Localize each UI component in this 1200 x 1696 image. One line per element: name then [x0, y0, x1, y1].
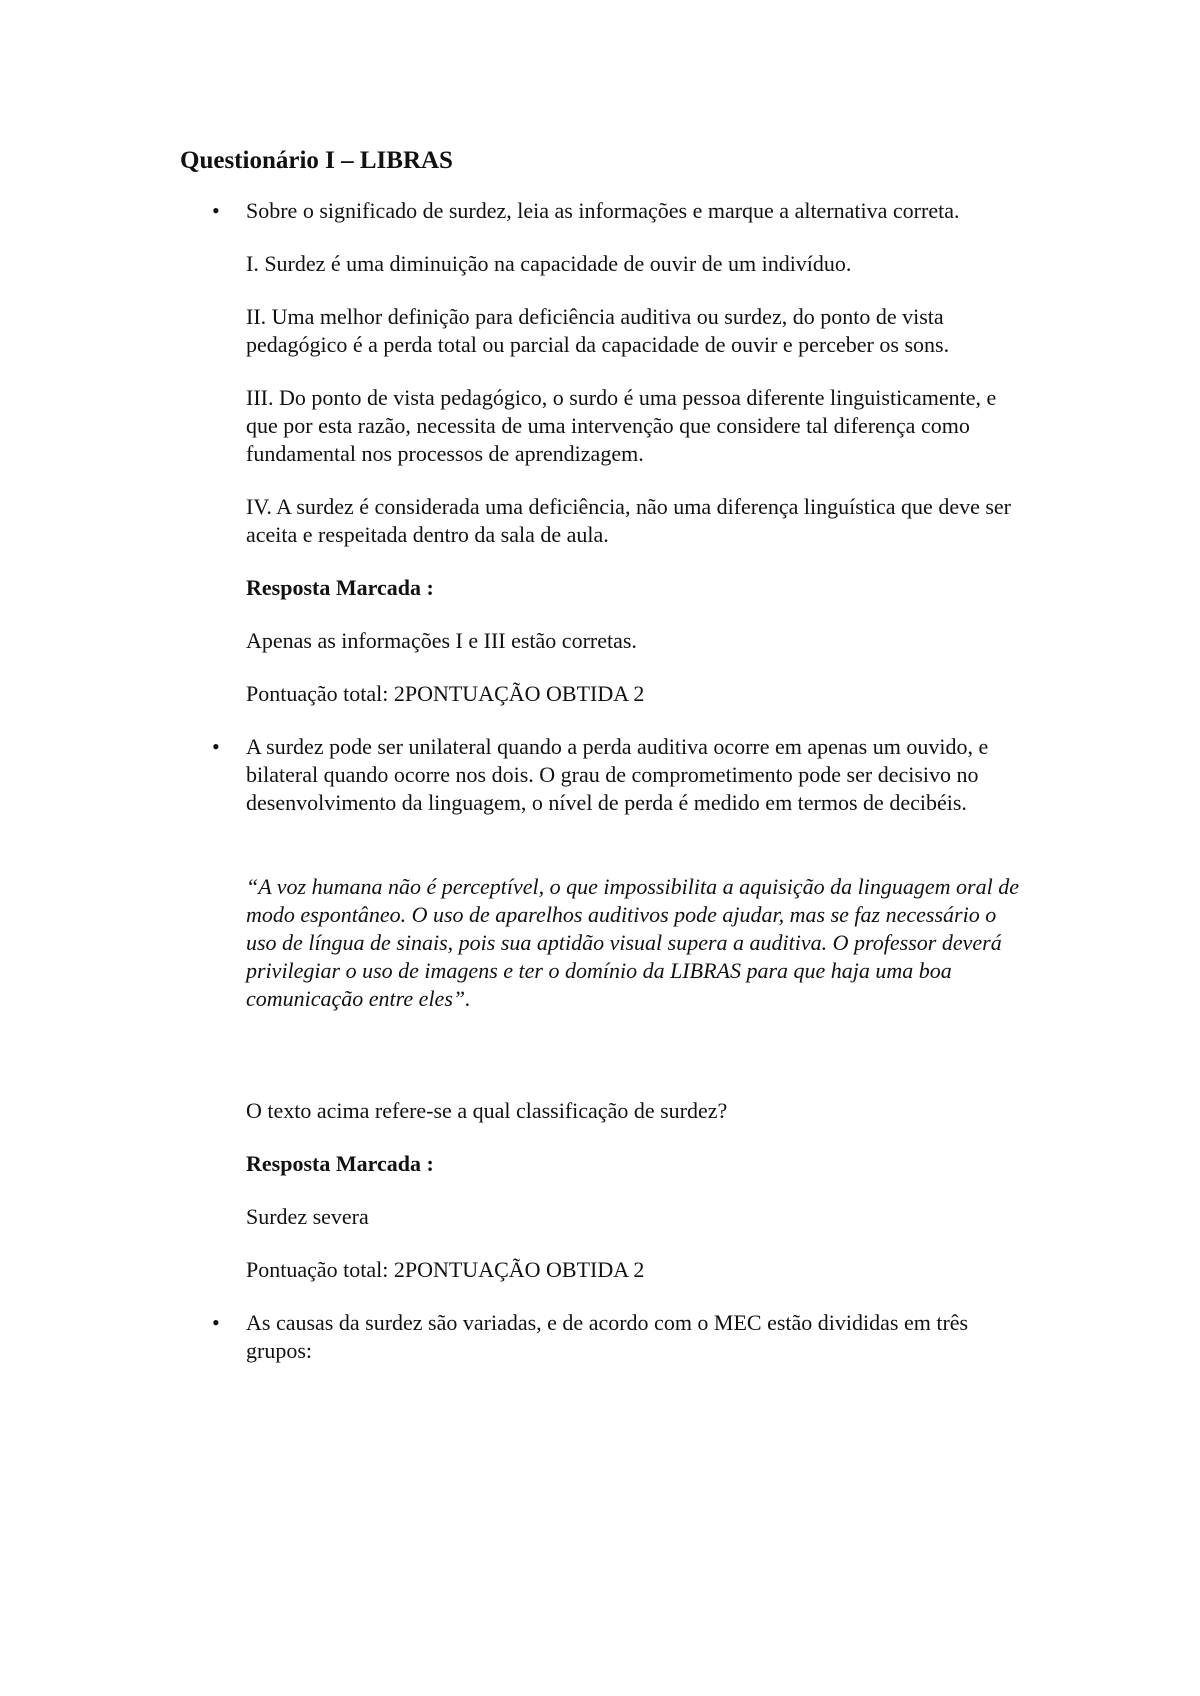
question-stem: As causas da surdez são variadas, e de acordo com o MEC estão divididas em três grupos: [246, 1310, 969, 1363]
answer-label: Resposta Marcada : [246, 1151, 434, 1176]
question-stem: Sobre o significado de surdez, leia as informações e marque a alternativa correta. [246, 198, 960, 223]
question-prompt: O texto acima refere-se a qual classificação de surdez? [246, 1098, 728, 1123]
score-text: Pontuação total: 2PONTUAÇÃO OBTIDA 2 [246, 681, 645, 706]
statement-item: I. Surdez é uma diminuição na capacidade de ouvir de um indivíduo. [246, 251, 852, 276]
question-2 [180, 733, 1030, 1284]
selected-answer: Surdez severa [246, 1204, 369, 1229]
bullet-icon: • [212, 1310, 220, 1335]
bullet-icon: • [212, 734, 220, 759]
bullet-icon: • [212, 198, 220, 223]
score-text: Pontuação total: 2PONTUAÇÃO OBTIDA 2 [246, 1257, 645, 1282]
statement-item: III. Do ponto de vista pedagógico, o surdo é uma pessoa diferente linguisticamente, e que por esta razão, necessita de uma intervenção que considere tal diferença como fundamental nos processos de aprendizagem. [246, 385, 997, 466]
quoted-text: “A voz humana não é perceptível, o que impossibilita a aquisição da linguagem oral de modo espontâneo. O uso de aparelhos auditivos pode ajudar, mas se faz necessário o uso de língua de sinais, pois sua aptidão visual supera a auditiva. O professor deverá privilegiar o uso de imagens e ter o domínio da LIBRAS para que haja uma boa comunicação entre eles”. [246, 874, 1019, 1011]
statement-item: IV. A surdez é considerada uma deficiência, não uma diferença linguística que deve ser aceita e respeitada dentro da sala de aula. [246, 494, 1012, 547]
question-stem: A surdez pode ser unilateral quando a perda auditiva ocorre em apenas um ouvido, e bilateral quando ocorre nos dois. O grau de comprometimento pode ser decisivo no desenvolvimento da linguagem, o nível de perda é medido em termos de decibéis. [246, 734, 989, 815]
document-title: Questionário I – LIBRAS [180, 147, 453, 174]
question-1 [180, 197, 1030, 708]
answer-label: Resposta Marcada : [246, 575, 434, 600]
question-3 [180, 1309, 1030, 1365]
selected-answer: Apenas as informações I e III estão corretas. [246, 628, 637, 653]
statement-item: II. Uma melhor definição para deficiência auditiva ou surdez, do ponto de vista pedagógico é a perda total ou parcial da capacidade de ouvir e perceber os sons. [246, 304, 950, 357]
